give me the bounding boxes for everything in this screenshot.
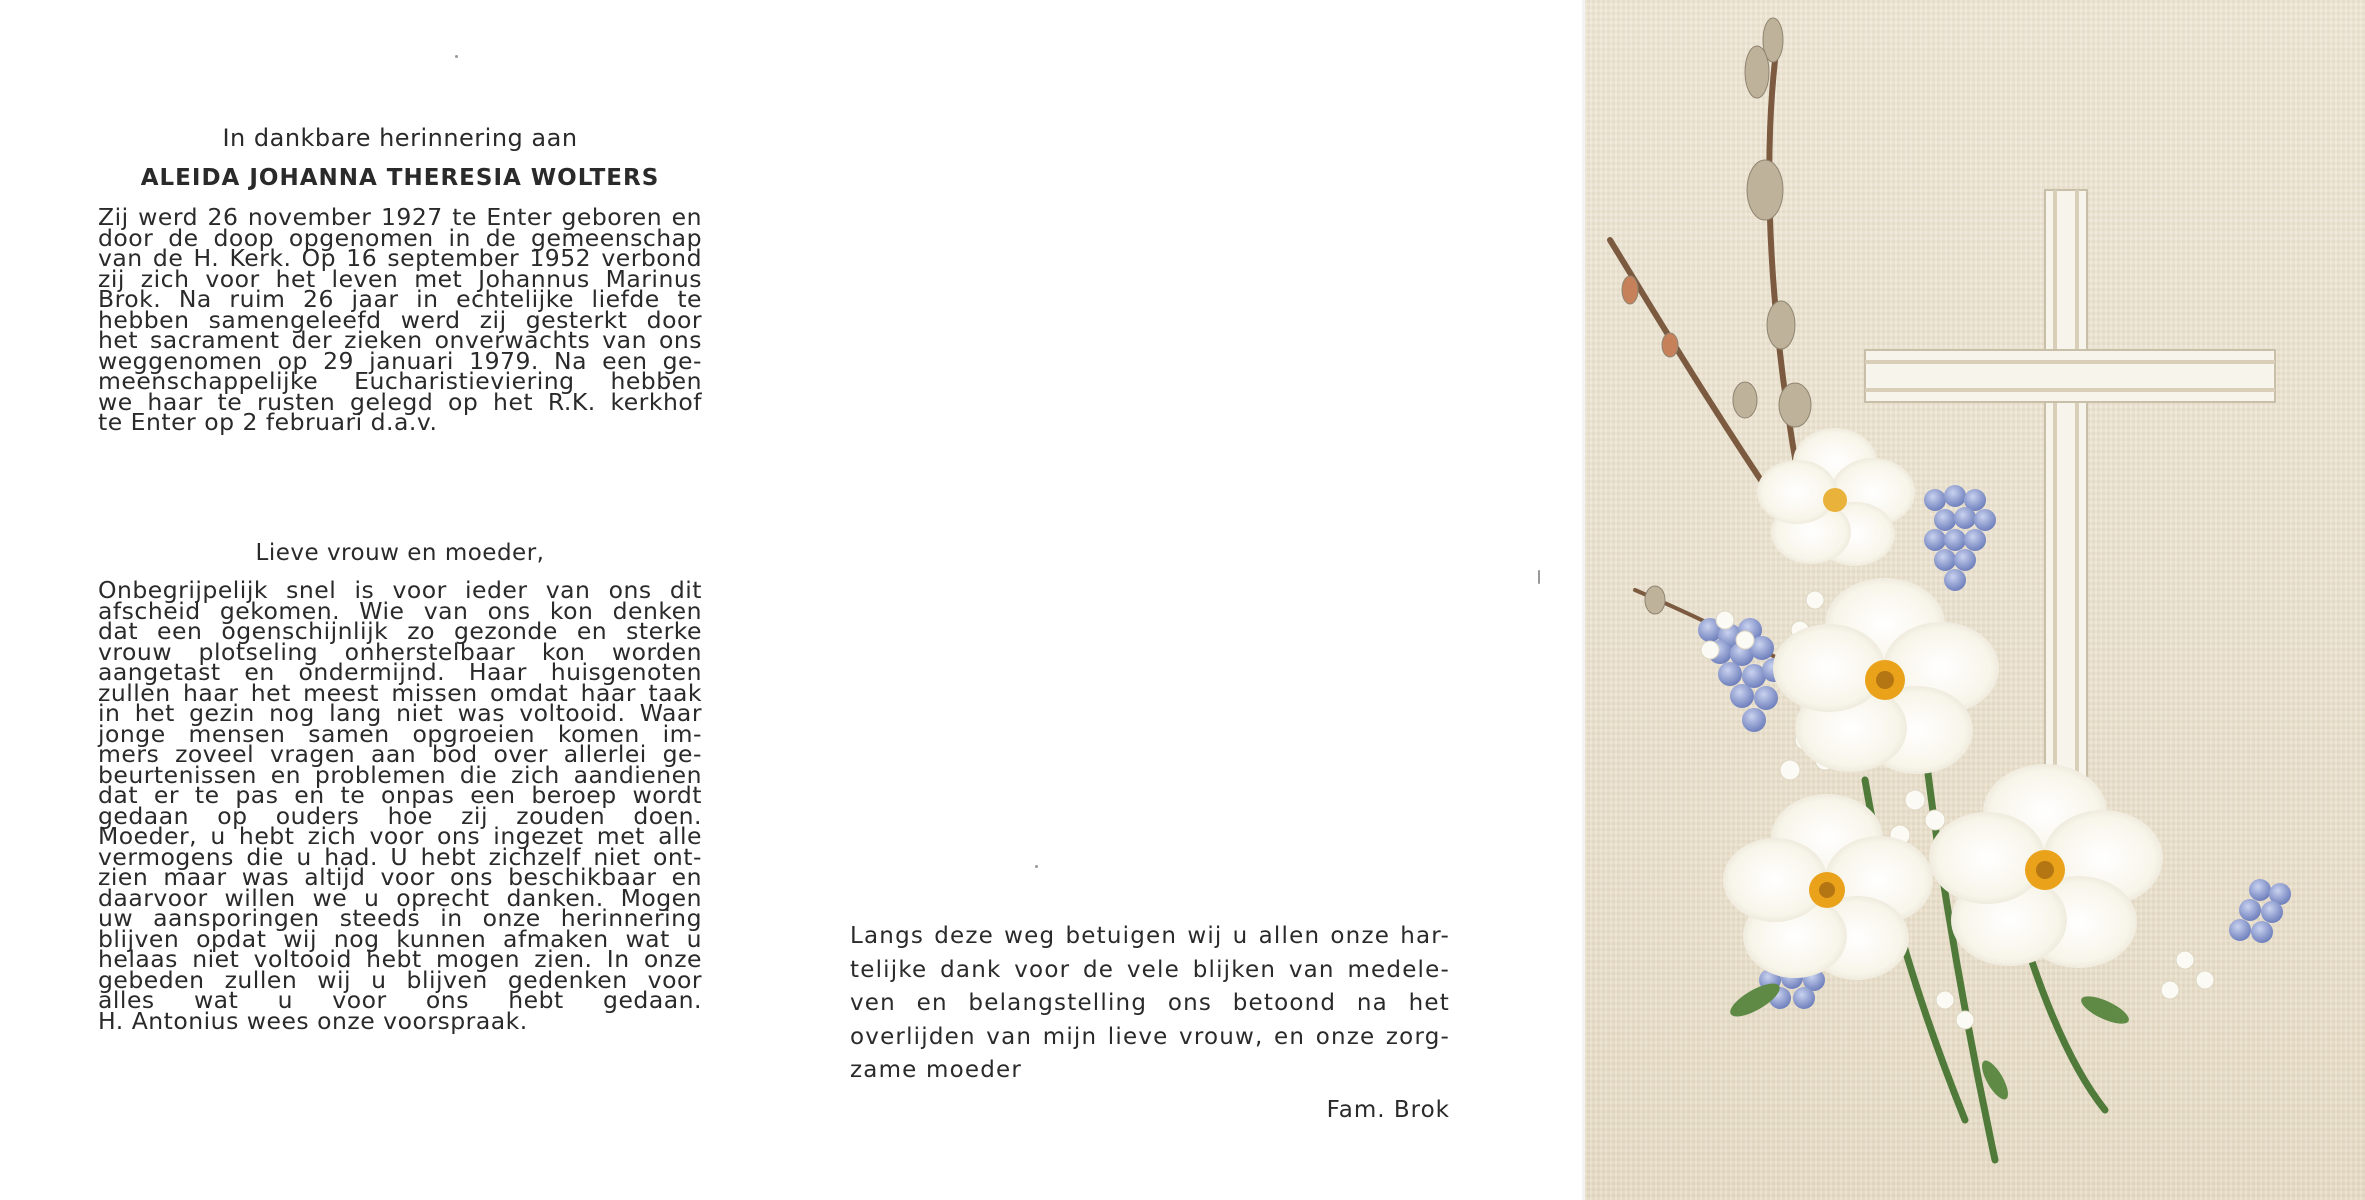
message-line: zullen haar het meest missen omdat haar taak <box>98 678 702 707</box>
thanks-line: overlijden van mijn lieve vrouw, en onze zorg- <box>850 1023 1450 1050</box>
biography-line: door de doop opgenomen in de gemeenschap <box>98 223 702 252</box>
message-line: dat er te pas en te onpas een beroep wordt <box>98 781 702 809</box>
thanks-line: telijke dank voor de vele blijken van medele- <box>850 956 1450 983</box>
thanks-line: ven en belangstelling ons betoond na het <box>850 990 1450 1016</box>
biography-line: hebben samengeleefd werd zij gesterkt door <box>98 305 702 334</box>
message-line: in het gezin nog lang niet was voltooid. Waar <box>98 699 702 727</box>
salutation: Lieve vrouw en moeder, <box>255 540 545 566</box>
message-line: mers zoveel vragen aan bod over allerlei ge- <box>98 740 702 768</box>
message-line: Onbegrijpelijk snel is voor ieder van ons dit <box>98 576 702 604</box>
message-line: jonge mensen samen opgroeien komen im- <box>98 719 702 748</box>
thanks-line: Langs deze weg betuigen wij u allen onze har- <box>850 923 1450 949</box>
message-line: zien maar was altijd voor ons beschikbaar en <box>98 863 702 891</box>
message-line: afscheid gekomen. Wie van ons kon denken <box>98 596 702 625</box>
biography-line: te Enter op 2 februari d.a.v. <box>98 408 438 436</box>
message-line: beurtenissen en problemen die zich aandienen <box>98 760 702 789</box>
biography-line: we haar te rusten gelegd op het R.K. kerkhof <box>98 387 702 416</box>
biography-line: zij zich voor het leven met Johannus Marinus <box>98 264 702 293</box>
paper-speck <box>455 55 458 58</box>
paper-speck <box>1035 865 1038 868</box>
deceased-name: ALEIDA JOHANNA THERESIA WOLTERS <box>140 165 660 191</box>
biography-line: weggenomen op 29 januari 1979. Na een ge- <box>98 346 702 375</box>
willow-branches <box>1610 60 1835 690</box>
biography-line: Brok. Na ruim 26 jaar in echtelijke liefde te <box>98 285 702 313</box>
biography-line: het sacrament der zieken onverwachts van ons <box>98 326 702 354</box>
paper-speck <box>1538 570 1540 584</box>
message-line: alles wat u voor ons hebt gedaan. <box>98 986 702 1014</box>
message-line: daarvoor willen we u oprecht danken. Mogen <box>98 883 702 912</box>
biography-paragraph <box>98 203 702 436</box>
biography-line: meenschappelijke Eucharistieviering hebben <box>98 367 702 395</box>
message-line: Moeder, u hebt zich voor ons ingezet met alle <box>98 822 702 850</box>
biography-line: Zij werd 26 november 1927 te Enter geboren en <box>98 203 702 231</box>
family-signature: Fam. Brok <box>1326 1097 1450 1123</box>
memorial-heading: In dankbare herinnering aan <box>222 124 578 152</box>
message-line: H. Antonius wees onze voorspraak. <box>98 1006 528 1035</box>
thanks-line: zame moeder <box>850 1057 1023 1083</box>
thank-you-note <box>850 920 1450 1088</box>
message-line: vrouw plotseling onherstelbaar kon worden <box>98 637 702 666</box>
biography-line: van de H. Kerk. Op 16 september 1952 verbond <box>98 244 702 272</box>
cross-flowers-image <box>1585 0 2365 1200</box>
message-line: blijven opdat wij nog kunnen afmaken wat u <box>98 924 702 953</box>
message-line: dat een ogenschijnlijk zo gezonde en sterke <box>98 617 702 645</box>
message-line: uw aansporingen steeds in onze herinnering <box>98 904 702 932</box>
photo-panel <box>1585 0 2365 1200</box>
message-line: gedaan op ouders hoe zij zouden doen. <box>98 801 702 830</box>
left-panel <box>0 0 780 1200</box>
message-line: helaas niet voltooid hebt mogen zien. In onze <box>98 945 702 973</box>
message-line: aangetast en ondermijnd. Haar huisgenoten <box>98 658 702 686</box>
message-line: gebeden zullen wij u blijven gedenken voor <box>98 965 702 994</box>
farewell-message <box>98 576 702 1035</box>
message-line: vermogens die u had. U hebt zichzelf niet ont- <box>98 842 702 871</box>
